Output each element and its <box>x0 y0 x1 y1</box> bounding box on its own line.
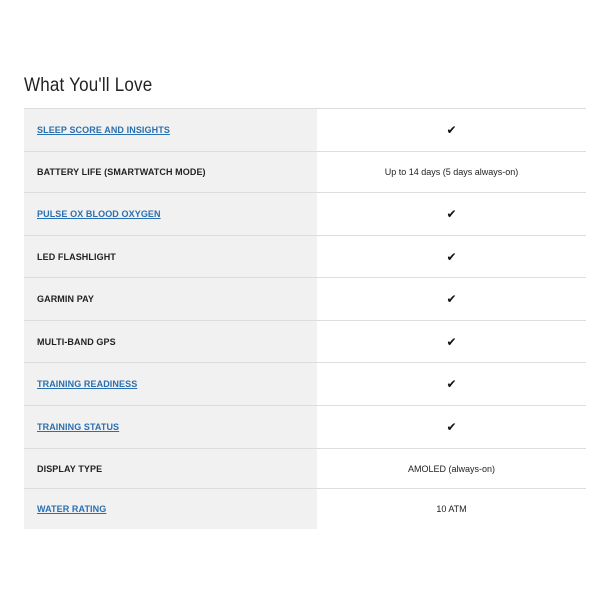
feature-value-cell <box>317 489 586 529</box>
feature-row-display-type <box>24 449 586 489</box>
checkmark-icon: ✔ <box>446 420 457 434</box>
feature-row-pulse-ox-blood-oxygen <box>24 193 586 236</box>
checkmark-icon: ✔ <box>446 334 457 349</box>
feature-row-led-flashlight <box>24 236 586 278</box>
feature-value-cell <box>317 109 586 152</box>
feature-row-garmin-pay <box>24 278 586 321</box>
feature-label-cell <box>24 406 317 449</box>
feature-value: 10 ATM <box>436 503 467 514</box>
feature-value-cell <box>317 193 586 236</box>
feature-row-training-status <box>24 406 586 449</box>
checkmark-icon: ✔ <box>446 207 457 221</box>
feature-value-cell <box>317 152 586 193</box>
feature-label-cell <box>24 278 317 321</box>
checkmark-icon: ✔ <box>446 292 457 306</box>
feature-label-display-type: DISPLAY TYPE <box>37 463 103 474</box>
feature-link-training-readiness[interactable]: TRAINING READINESS <box>37 379 138 389</box>
checkmark-icon: ✔ <box>446 377 457 391</box>
feature-value-cell <box>317 321 586 363</box>
feature-label-cell <box>24 193 317 236</box>
feature-row-water-rating <box>24 489 586 529</box>
feature-row-battery-life-smartwatch-mode <box>24 152 586 193</box>
feature-label-cell <box>24 321 317 363</box>
feature-label-cell <box>24 236 317 278</box>
checkmark-icon: ✔ <box>446 123 457 137</box>
feature-row-training-readiness <box>24 363 586 406</box>
feature-label-multi-band-gps: MULTI-BAND GPS <box>37 336 116 347</box>
feature-label-led-flashlight: LED FLASHLIGHT <box>37 251 116 262</box>
feature-link-training-status[interactable]: TRAINING STATUS <box>37 422 120 432</box>
feature-label-cell <box>24 489 317 529</box>
feature-value-cell <box>317 449 586 489</box>
feature-link-water-rating[interactable]: WATER RATING <box>37 503 107 514</box>
feature-row-sleep-score-and-insights <box>24 109 586 152</box>
feature-value-cell <box>317 236 586 278</box>
feature-value: Up to 14 days (5 days always-on) <box>384 167 519 177</box>
feature-label-cell <box>24 449 317 489</box>
feature-value: AMOLED (always-on) <box>407 463 496 474</box>
feature-label-battery-life-smartwatch-mode: BATTERY LIFE (SMARTWATCH MODE) <box>37 167 206 177</box>
checkmark-icon: ✔ <box>446 249 457 264</box>
features-table-body <box>24 109 586 529</box>
feature-label-cell <box>24 109 317 152</box>
feature-link-sleep-score-and-insights[interactable]: SLEEP SCORE AND INSIGHTS <box>37 125 170 135</box>
feature-link-pulse-ox-blood-oxygen[interactable]: PULSE OX BLOOD OXYGEN <box>37 209 161 219</box>
feature-value-cell <box>317 363 586 406</box>
features-table <box>24 108 586 529</box>
feature-value-cell <box>317 406 586 449</box>
section-title: What You'll Love <box>24 74 153 96</box>
feature-label-cell <box>24 152 317 193</box>
feature-row-multi-band-gps <box>24 321 586 363</box>
feature-label-cell <box>24 363 317 406</box>
feature-value-cell <box>317 278 586 321</box>
feature-label-garmin-pay: GARMIN PAY <box>37 294 95 304</box>
